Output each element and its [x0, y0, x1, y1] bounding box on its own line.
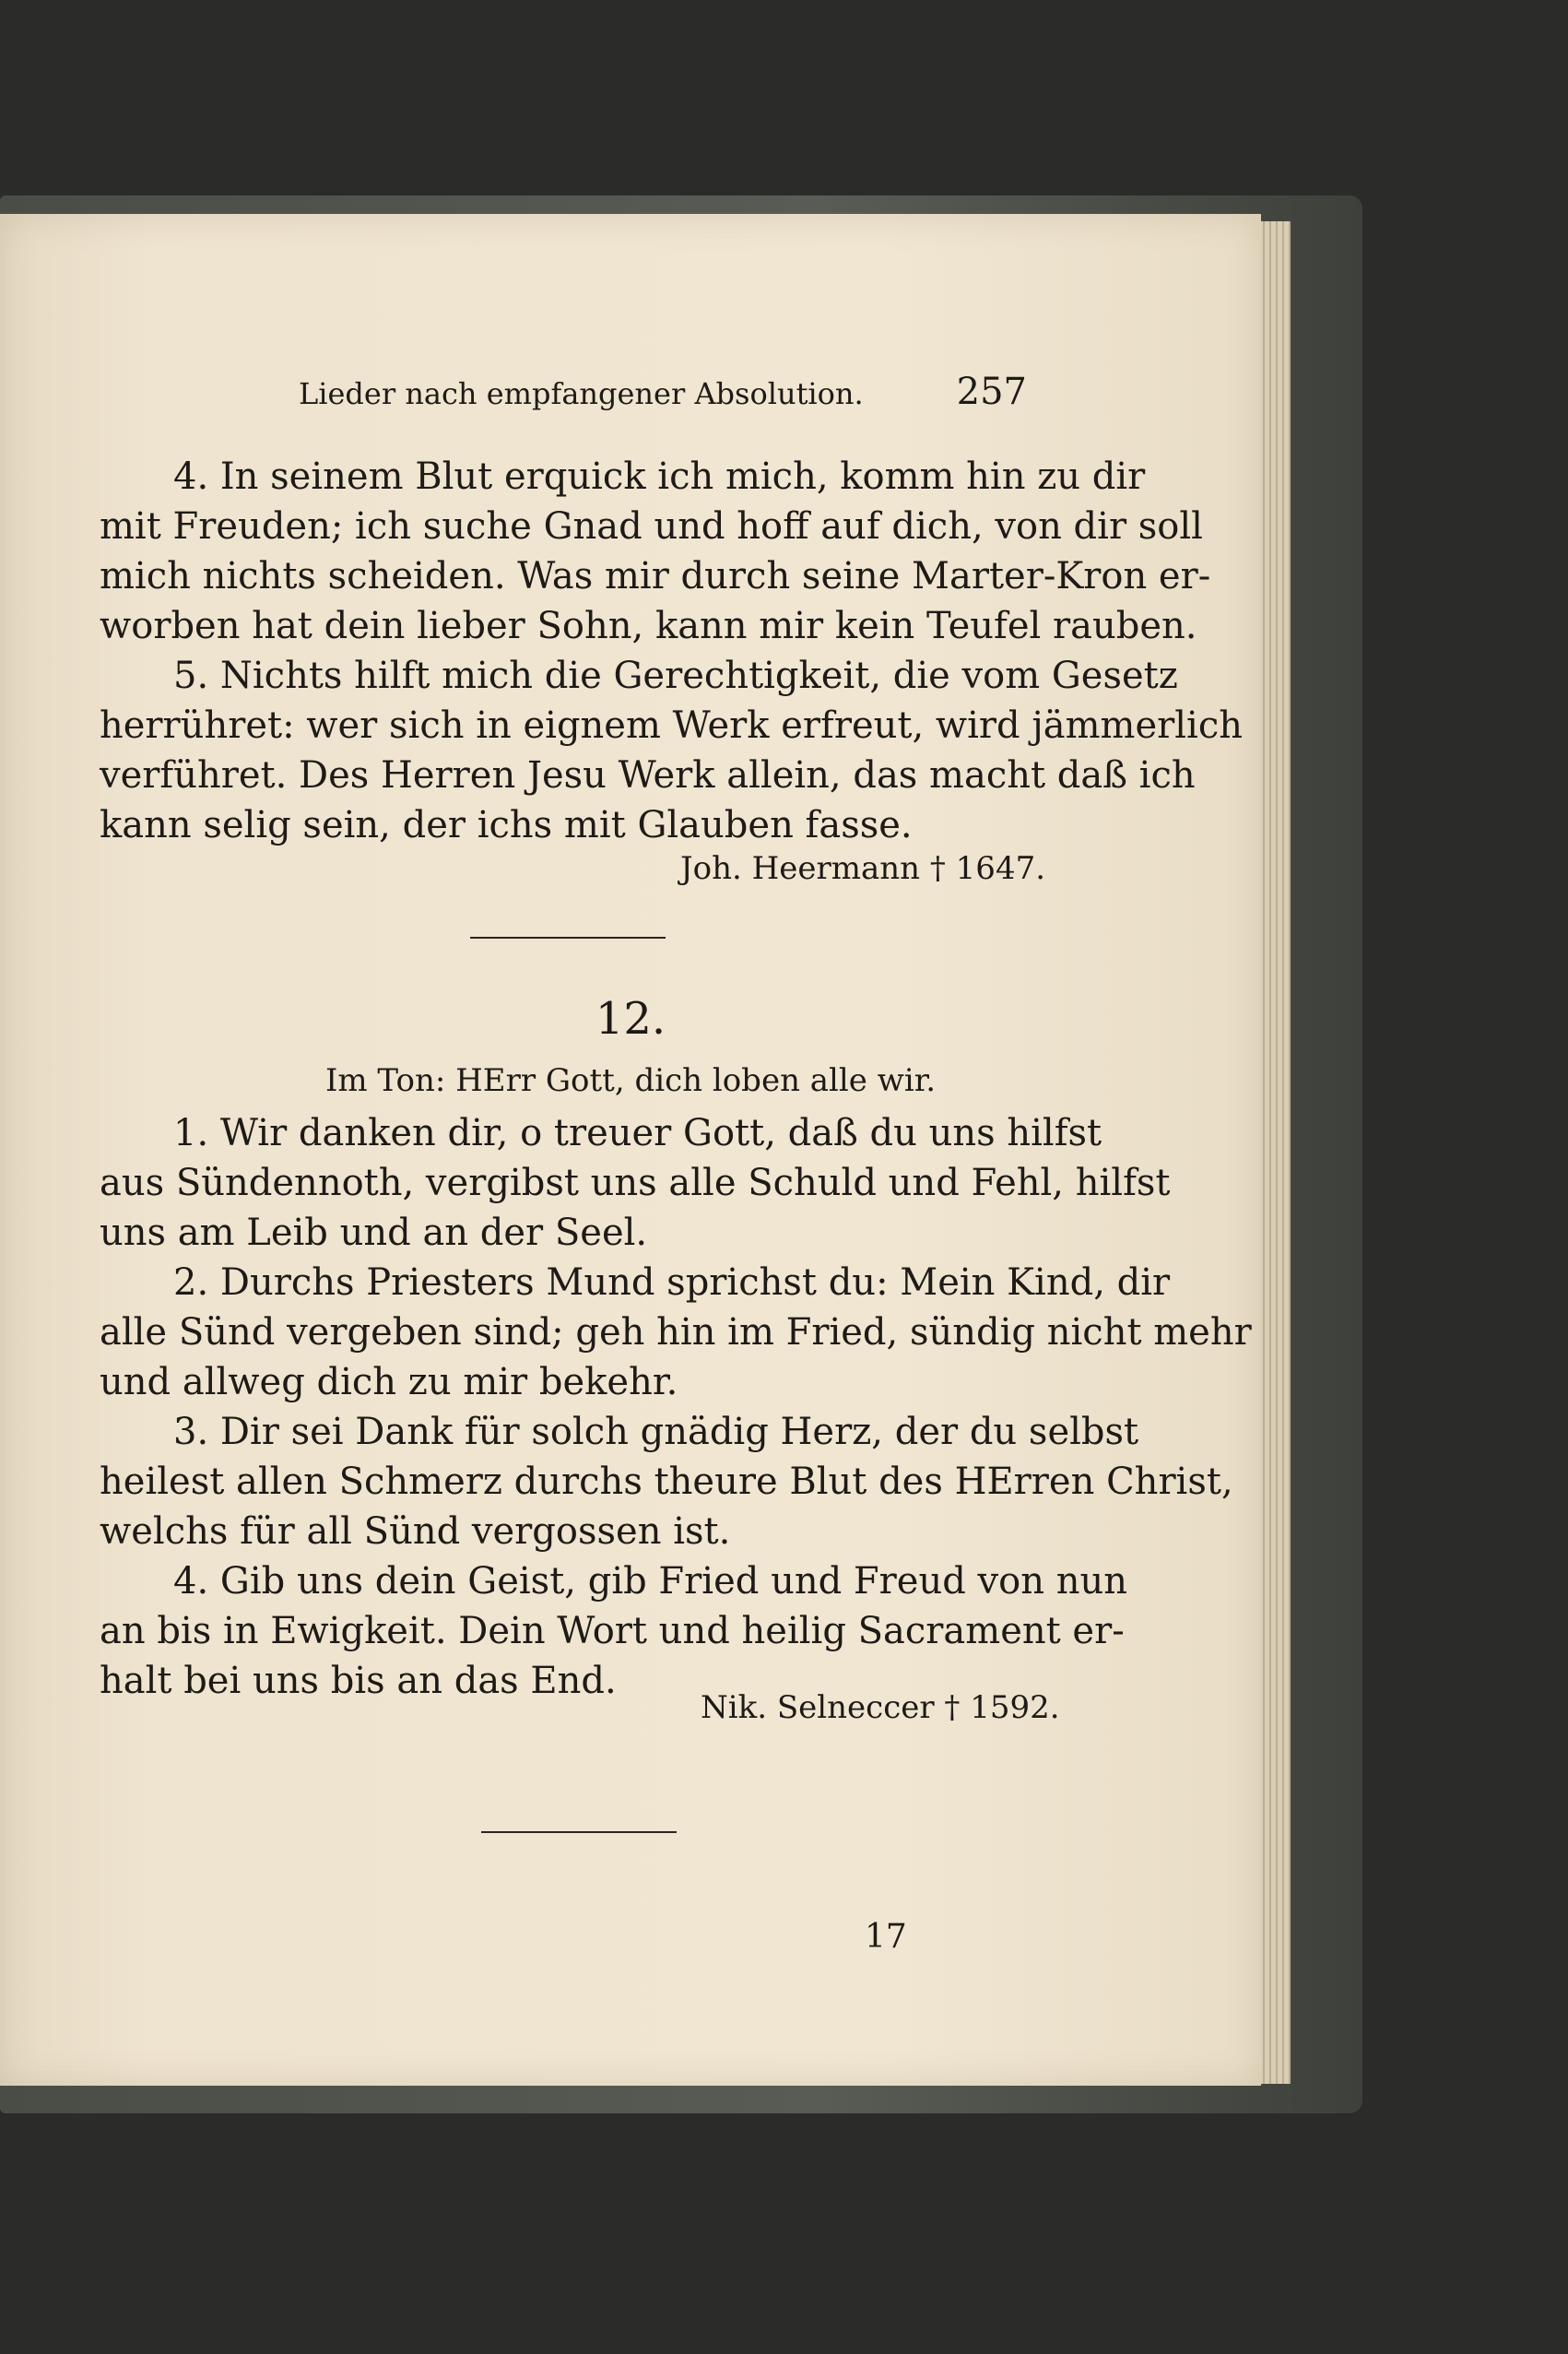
text-line: kann selig sein, der ichs mit Glauben fasse.	[100, 804, 913, 846]
hymn-11-author: Joh. Heermann † 1647.	[680, 850, 1046, 887]
text-line: uns am Leib und an der Seel.	[100, 1212, 648, 1254]
hymn-tune: Im Ton: HErr Gott, dich loben alle wir.	[324, 1062, 937, 1099]
text-line: 4. In seinem Blut erquick ich mich, komm hin zu dir	[173, 455, 1146, 498]
hymn-12-author: Nik. Selneccer † 1592.	[701, 1689, 1060, 1726]
text-line: 5. Nichts hilft mich die Gerechtigkeit, die vom Gesetz	[173, 655, 1178, 697]
running-head-title: Lieder nach empfangener Absolution.	[299, 376, 864, 411]
text-line: welchs für all Sünd vergossen ist.	[100, 1510, 731, 1553]
page-text	[0, 214, 1261, 2086]
text-line: 3. Dir sei Dank für solch gnädig Herz, der du selbst	[173, 1411, 1139, 1453]
page-number: 257	[956, 371, 1027, 413]
text-line: 1. Wir danken dir, o treuer Gott, daß du uns hilfst	[173, 1112, 1102, 1154]
hymn-11-text	[100, 452, 1243, 850]
text-line: mich nichts scheiden. Was mir durch seine Marter-Kron er-	[100, 555, 1211, 597]
section-divider	[481, 1831, 677, 1833]
text-line: worben hat dein lieber Sohn, kann mir kein Teufel rauben.	[100, 605, 1197, 647]
text-line: halt bei uns bis an das End.	[100, 1660, 617, 1702]
hymn-12-text	[100, 1108, 1252, 1706]
signature-mark: 17	[865, 1918, 907, 1956]
book-page	[0, 214, 1261, 2086]
text-line: alle Sünd vergeben sind; geh hin im Fried, sündig nicht mehr	[100, 1311, 1252, 1354]
text-line: und allweg dich zu mir bekehr.	[100, 1361, 678, 1403]
text-line: mit Freuden; ich suche Gnad und hoff auf dich, von dir soll	[100, 505, 1203, 548]
text-line: 4. Gib uns dein Geist, gib Fried und Freud von nun	[173, 1560, 1127, 1603]
text-line: an bis in Ewigkeit. Dein Wort und heilig Sacrament er-	[100, 1610, 1125, 1652]
text-line: aus Sündennoth, vergibst uns alle Schuld und Fehl, hilfst	[100, 1162, 1171, 1204]
text-line: verführet. Des Herren Jesu Werk allein, das macht daß ich	[100, 754, 1196, 797]
text-line: heilest allen Schmerz durchs theure Blut des HErren Christ,	[100, 1461, 1233, 1503]
text-line: 2. Durchs Priesters Mund sprichst du: Mein Kind, dir	[173, 1261, 1171, 1304]
text-line: herrühret: wer sich in eignem Werk erfreut, wird jämmerlich	[100, 704, 1243, 747]
hymn-number: 12.	[595, 993, 666, 1045]
section-divider	[470, 937, 666, 939]
running-head	[299, 371, 1027, 413]
